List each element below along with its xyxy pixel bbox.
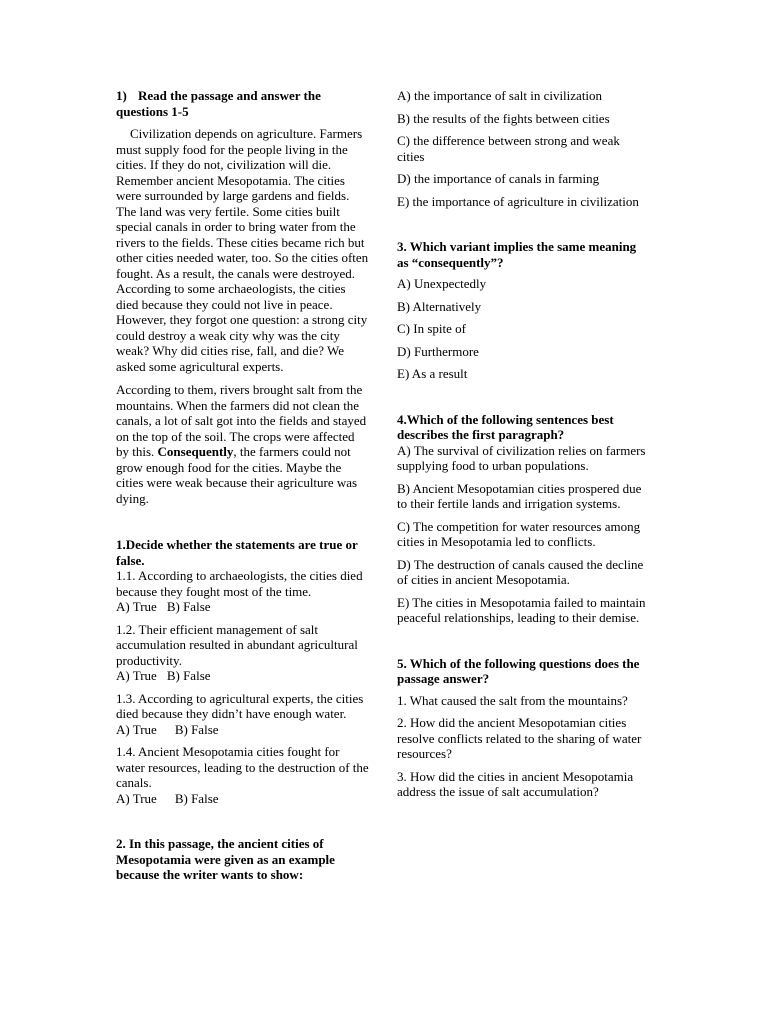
passage-paragraph-2 bbox=[116, 382, 370, 506]
question-3 bbox=[397, 239, 647, 382]
false-option[interactable]: B) False bbox=[166, 599, 211, 614]
q2-option-a[interactable]: A) the importance of salt in civilization bbox=[397, 88, 603, 103]
section-heading-text: Read the passage and answer the questions 1-5 bbox=[116, 88, 321, 119]
statement-text: 1.2. Their efficient management of salt accumulation resulted in abundant agricultural productivity. bbox=[116, 621, 358, 668]
statement-text: 1.1. According to archaeologists, the cities died because they fought most of the time. bbox=[116, 568, 363, 599]
statement-1-4 bbox=[116, 744, 370, 806]
statement-1-1 bbox=[116, 568, 370, 615]
passage-paragraph-1: Civilization depends on agriculture. Farmers must supply food for the people living in the cities. If they do not, civilization will die. Remember ancient Mesopotamia. The cities were surrounded by large gardens and fields. The land was very fertile. Some cities built special canals in order to bring water from the rivers to the fields. These cities became rich but other cities needed water, too. So the cities often fought. As a result, the canals were destroyed. According to some archaeologists, the cities died because they could not live in peace. However, they forgot one question: a strong city could destroy a weak city why was the city weak? Why did cities rise, fall, and die? We asked some agricultural experts. bbox=[116, 126, 369, 374]
q2-option-b[interactable]: B) the results of the fights between cities bbox=[397, 110, 610, 126]
q2-option-c[interactable]: C) the difference between strong and weak cities bbox=[397, 133, 620, 164]
true-option[interactable]: A) True bbox=[116, 721, 157, 737]
true-option[interactable]: A) True bbox=[116, 790, 157, 806]
q4-option-b[interactable]: B) Ancient Mesopotamian cities prospered due to their fertile lands and irrigation systems. bbox=[397, 480, 642, 511]
q3-option-b[interactable]: B) Alternatively bbox=[397, 298, 482, 314]
answer-row bbox=[116, 599, 370, 615]
answer-row bbox=[116, 791, 370, 807]
q3-option-a[interactable]: A) Unexpectedly bbox=[397, 276, 487, 291]
answer-row bbox=[116, 722, 370, 738]
question-4 bbox=[397, 412, 647, 626]
false-option[interactable]: B) False bbox=[166, 668, 211, 683]
answer-row bbox=[116, 668, 370, 684]
q4-option-e[interactable]: E) The cities in Mesopotamia failed to maintain peaceful relationships, leading to their demise. bbox=[397, 594, 646, 625]
q2-option-e[interactable]: E) the importance of agriculture in civilization bbox=[397, 193, 639, 209]
left-column bbox=[116, 88, 370, 883]
question-5 bbox=[397, 656, 647, 800]
passage-p2-bold-word: Consequently bbox=[157, 444, 234, 459]
passage-p2-after: , the farmers could not grow enough food for the cities. Maybe the cities were weak because their agriculture was dying. bbox=[116, 444, 358, 506]
false-option[interactable]: B) False bbox=[174, 721, 219, 737]
right-column bbox=[397, 88, 647, 800]
question-1-title: 1.Decide whether the statements are true or false. bbox=[116, 537, 358, 568]
q3-option-d[interactable]: D) Furthermore bbox=[397, 343, 479, 359]
q4-option-a[interactable]: A) The survival of civilization relies on farmers supplying food to urban populations. bbox=[397, 442, 646, 473]
q3-option-e[interactable]: E) As a result bbox=[397, 366, 468, 381]
q2-option-d[interactable]: D) the importance of canals in farming bbox=[397, 171, 600, 186]
statement-text: 1.4. Ancient Mesopotamia cities fought for water resources, leading to the destruction of the canals. bbox=[116, 744, 369, 790]
q4-option-c[interactable]: C) The competition for water resources among cities in Mesopotamia led to conflicts. bbox=[397, 518, 641, 549]
section-heading-number: 1) bbox=[116, 88, 127, 103]
statement-1-3 bbox=[116, 691, 370, 738]
true-option[interactable]: A) True bbox=[116, 668, 157, 683]
q5-option-2[interactable]: 2. How did the ancient Mesopotamian cities resolve conflicts related to the sharing of water resources? bbox=[397, 715, 642, 761]
question-3-title: 3. Which variant implies the same meaning as “consequently”? bbox=[397, 239, 637, 270]
statement-1-2 bbox=[116, 622, 370, 684]
q4-option-d[interactable]: D) The destruction of canals caused the decline of cities in ancient Mesopotamia. bbox=[397, 556, 644, 587]
true-option[interactable]: A) True bbox=[116, 599, 157, 614]
q5-option-3[interactable]: 3. How did the cities in ancient Mesopotamia address the issue of salt accumulation? bbox=[397, 768, 634, 799]
false-option[interactable]: B) False bbox=[174, 790, 219, 806]
section-heading bbox=[116, 88, 370, 119]
statement-text: 1.3. According to agricultural experts, the cities died because they didn’t have enough water. bbox=[116, 690, 364, 721]
passage-p2-before: According to them, rivers brought salt from the mountains. When the farmers did not clean the canals, a lot of salt got into the fields and stayed on the top of the soil. The crops were affected by this. bbox=[116, 382, 367, 459]
question-2-options bbox=[397, 88, 647, 209]
question-5-title: 5. Which of the following questions does the passage answer? bbox=[397, 655, 640, 686]
question-4-title: 4.Which of the following sentences best describes the first paragraph? bbox=[397, 411, 614, 442]
question-1 bbox=[116, 537, 370, 806]
question-2-title: 2. In this passage, the ancient cities of Mesopotamia were given as an example because the writer wants to show: bbox=[116, 836, 335, 882]
q5-option-1[interactable]: 1. What caused the salt from the mountains? bbox=[397, 692, 628, 708]
q3-option-c[interactable]: C) In spite of bbox=[397, 321, 466, 336]
